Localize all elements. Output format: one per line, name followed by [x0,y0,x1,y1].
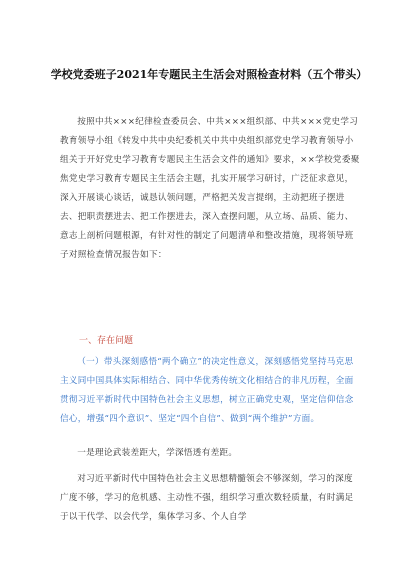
intro-paragraph: 按照中共×××纪律检查委员会、中共×××组织部、中共×××党史学习教育领导小组《转发中共中央纪委机关中共中央组织部党史学习教育领导小组关于开好党史学习教育专题民主生活会文件的通知》要求，××学校党委聚焦党史学习教育专题民主生活会主题，扎实开展学习研讨，广泛征求意见，深入开展谈心谈话，诚恳认领问题，严格把关发言提纲，主动把班子摆进去、把职责摆进去、把工作摆进去，深入查摆问题，从立场、品质、能力、意志上剖析问题根源，有针对性的制定了问题清单和整改措施，现将领导班子对照检查情况报告如下： [60,117,360,260]
section-heading: 一、存在问题 [79,336,134,346]
document-title: 学校党委班子2021年专题民主生活会对照检查材料（五个带头） [50,68,368,81]
subsection-paragraph: （一）带头深刻感悟“两个确立”的决定性意义，深刻感悟党坚持马克思主义同中国具体实际相结合、同中华优秀传统文化相结合的非凡历程，全面贯彻习近平新时代中国特色社会主义思想，树立正确党史观，坚定信仰信念信心，增强“四个意识”、坚定“四个自信”、做到“两个维护”方面。 [60,357,354,424]
point-one-paragraph: 一是理论武装差距大，学深悟透有差距。 [77,448,238,458]
point-two-paragraph: 对习近平新时代中国特色社会主义思想精髓领会不够深刻，学习的深度广度不够，学习的危机感、主动性不强，组织学习重次数轻质量，有时满足于以干代学、以会代学，集体学习多、个人自学 [60,474,354,522]
